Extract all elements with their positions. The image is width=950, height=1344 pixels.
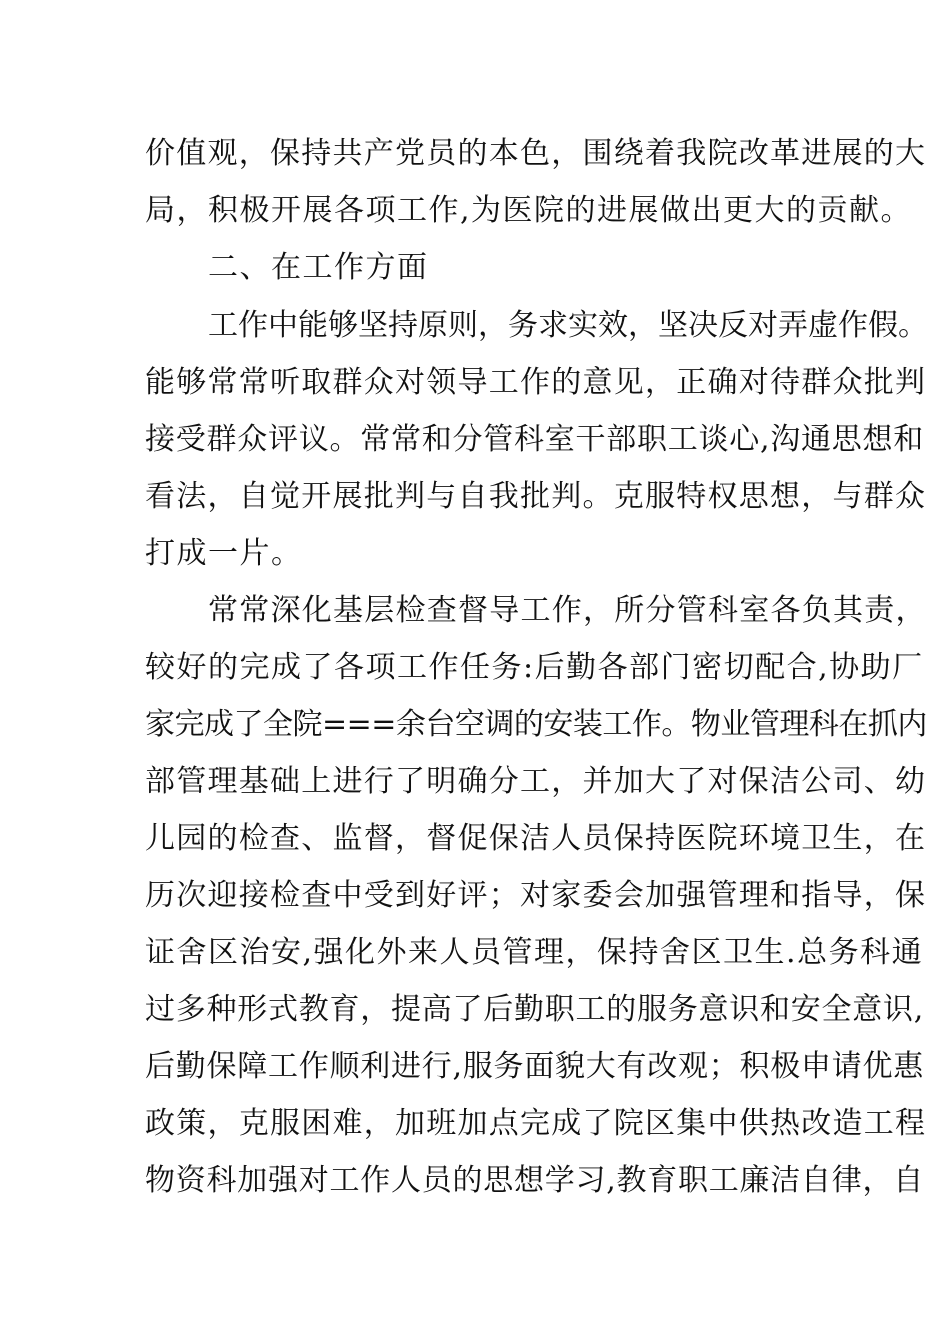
text-line: 局，积极开展各项工作,为医院的进展做出更大的贡献。: [145, 193, 913, 228]
text-line: 历次迎接检查中受到好评；对家委会加强管理和指导，保: [145, 878, 927, 913]
text-line: 工作中能够坚持原则，务求实效，坚决反对弄虚作假。: [208, 308, 928, 343]
text-line: 能够常常听取群众对领导工作的意见，正确对待群众批判: [145, 365, 927, 400]
text-line: 价值观，保持共产党员的本色，围绕着我院改革进展的大: [145, 136, 927, 171]
text-line: 看法，自觉开展批判与自我批判。克服特权思想，与群众: [145, 479, 927, 514]
text-line: 过多种形式教育，提高了后勤职工的服务意识和安全意识,: [145, 992, 925, 1027]
text-line: 接受群众评议。常常和分管科室干部职工谈心,沟通思想和: [145, 422, 925, 457]
text-line: 部管理基础上进行了明确分工，并加大了对保洁公司、幼: [145, 764, 927, 799]
text-line: 物资科加强对工作人员的思想学习,教育职工廉洁自律，自: [145, 1163, 925, 1198]
text-line: 较好的完成了各项工作任务:后勤各部门密切配合,协助厂: [145, 650, 924, 685]
text-line: 政策，克服困难，加班加点完成了院区集中供热改造工程: [145, 1106, 927, 1141]
section-heading: 二、在工作方面: [208, 250, 429, 285]
text-line: 打成一片。: [145, 536, 303, 571]
text-line: 常常深化基层检查督导工作，所分管科室各负其责，: [208, 593, 927, 628]
text-line: 后勤保障工作顺利进行,服务面貌大有改观；积极申请优惠: [145, 1049, 925, 1084]
text-line: 家完成了全院===余台空调的安装工作。物业管理科在抓内: [145, 707, 927, 742]
text-line: 证舍区治安,强化外来人员管理，保持舍区卫生.总务科通: [145, 935, 924, 970]
text-line: 儿园的检查、监督，督促保洁人员保持医院环境卫生，在: [145, 821, 927, 856]
